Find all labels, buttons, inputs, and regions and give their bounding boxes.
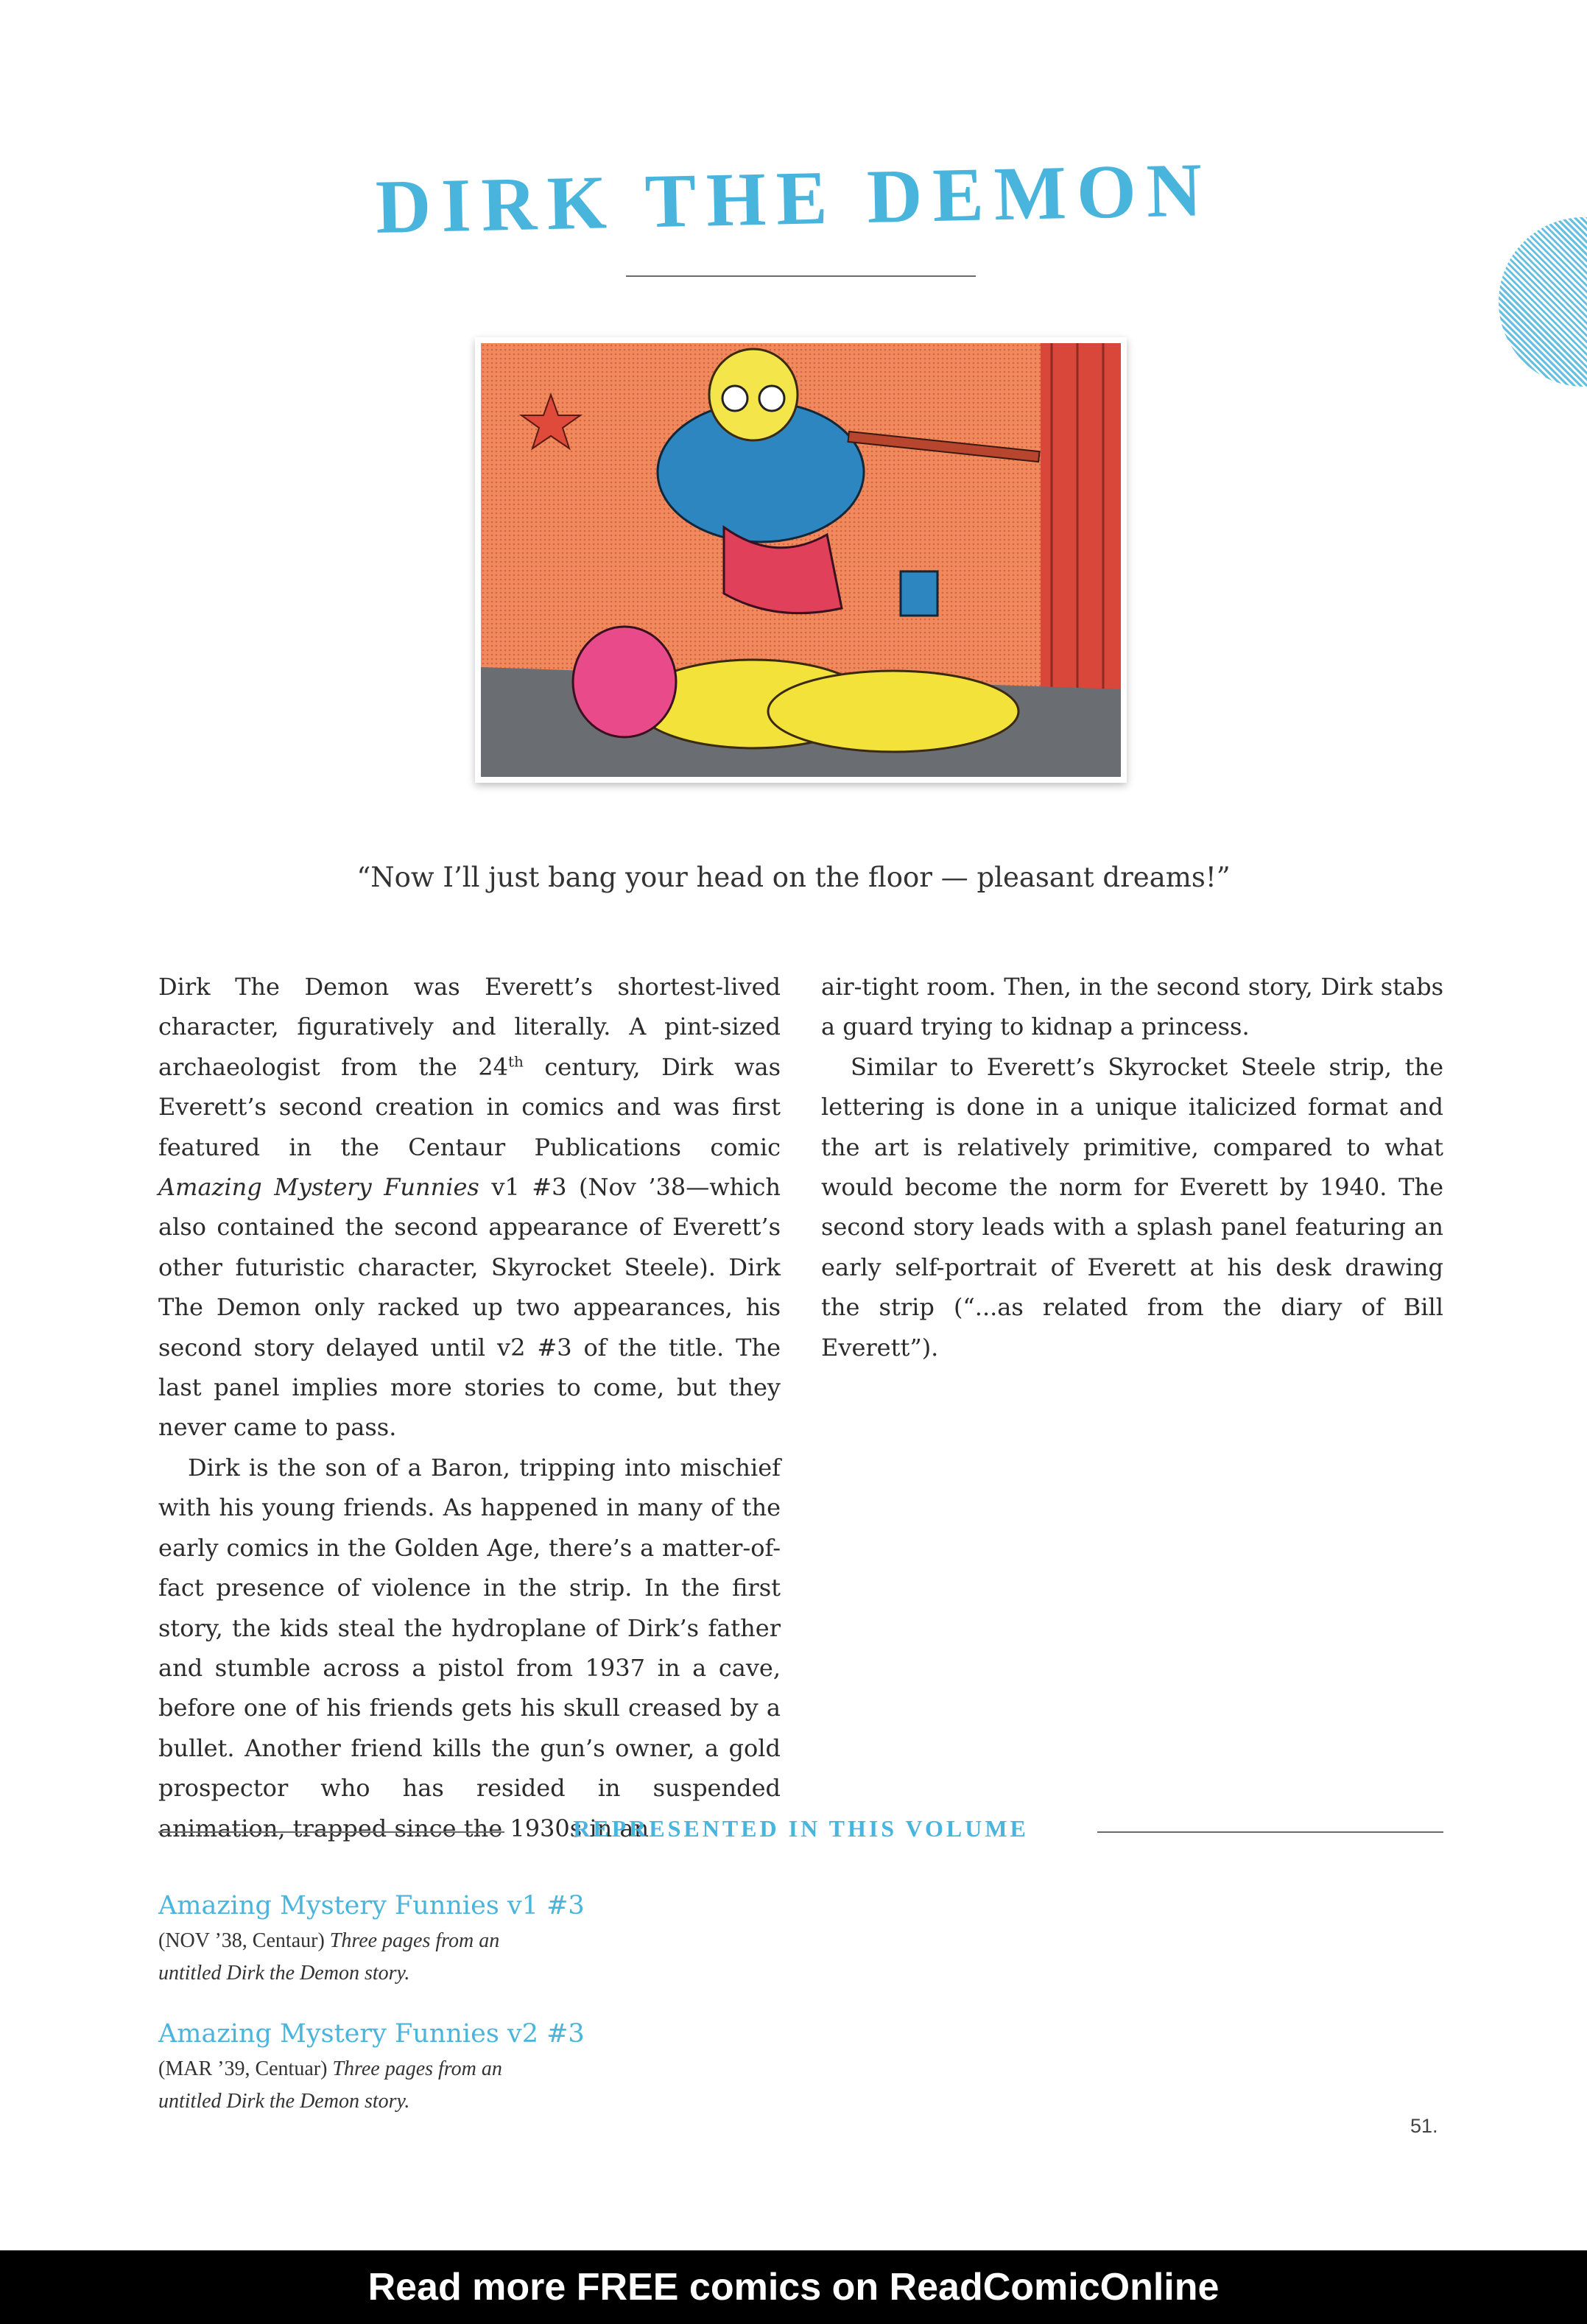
comic-panel-illustration <box>481 343 1121 777</box>
article-column-right <box>821 967 1443 1367</box>
promo-banner[interactable]: Read more FREE comics on ReadComicOnline <box>0 2250 1587 2324</box>
volume-item-desc: untitled Dirk the Demon story. <box>158 1962 410 1985</box>
article-paragraph: Dirk is the son of a Baron, tripping into mischief with his young friends. As happened in many of the early comics in the Golden Age, there’s a matter-of-fact presence of violence in the strip. In the first story, the kids steal the hydroplane of Dirk’s father and stumble across a pistol from 1937 in a cave, before one of his friends gets his skull creased by a bullet. Another friend kills the gun’s owner, a gold prospector who has resided in suspended animation, trapped since the 1930s in an <box>158 1453 781 1842</box>
article-paragraph <box>158 967 781 1448</box>
volume-item-desc: Three pages from an <box>332 2057 502 2080</box>
volume-item-desc: Three pages from an <box>329 1929 500 1952</box>
page-number: 51. <box>1410 2115 1438 2137</box>
section-rule-left <box>158 1831 504 1833</box>
volume-item-title: Amazing Mystery Funnies v2 #3 <box>158 2019 585 2049</box>
page-title: DIRK THE DEMON <box>374 147 1213 250</box>
comic-panel-image <box>475 337 1127 783</box>
paragraph-text: v1 #3 (Nov ’38—which also contained the second appearance of Everett’s other futuristic character, Skyrocket Steele). Dirk The Demon only racked up two appearances, his second story delayed until v2 #3 of the title. The last panel implies more stories to come, but they never came to pass. <box>158 1173 781 1442</box>
comic-title-italic: Amazing Mystery Funnies <box>158 1173 479 1202</box>
article-paragraph: air-tight room. Then, in the second story, Dirk stabs a guard trying to kidnap a princess. <box>821 973 1443 1041</box>
page-title-wrap <box>0 147 1587 258</box>
article-column-left <box>158 967 781 1848</box>
panel-quote-caption: “Now I’ll just bang your head on the floor — pleasant dreams!” <box>356 862 1231 893</box>
article-paragraph: Similar to Everett’s Skyrocket Steele strip, the lettering is done in a unique italicized format and the art is relatively primitive, compared to what would become the norm for Everett by 1940. The second story leads with a splash panel featuring an early self-portrait of Everett at his desk drawing the strip (“...as related from the diary of Bill Everett”). <box>821 1052 1443 1362</box>
volume-item-desc: untitled Dirk the Demon story. <box>158 2090 410 2113</box>
volume-item-issue: (MAR ’39, Centuar) <box>158 2057 328 2080</box>
section-heading: REPRESENTED IN THIS VOLUME <box>573 1815 1029 1842</box>
volume-item-title: Amazing Mystery Funnies v1 #3 <box>158 1891 585 1920</box>
superscript-text: th <box>507 1052 524 1071</box>
paragraph-text: Dirk The Demon was Everett’s shortest-lived character, figuratively and literally. A pint-sized archaeologist from the 24 <box>158 973 781 1081</box>
paragraph-text: century, Dirk was Everett’s second creation in comics and was first featured in the Centaur Publications comic <box>158 1052 781 1161</box>
volume-item-issue: (NOV ’38, Centaur) <box>158 1929 325 1952</box>
volume-item <box>158 2019 674 2118</box>
volume-item <box>158 1891 674 1990</box>
title-divider <box>626 275 976 277</box>
volume-item-meta <box>158 2053 674 2118</box>
volume-item-meta <box>158 1925 674 1990</box>
section-rule-right <box>1097 1831 1443 1833</box>
